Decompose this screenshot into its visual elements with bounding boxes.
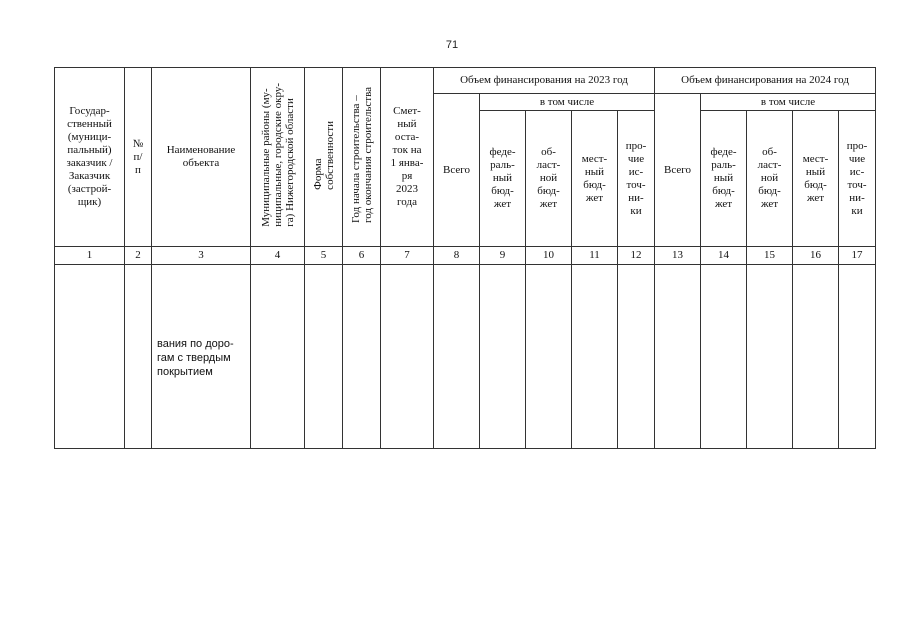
- header-federal-2023: феде- раль- ный бюд- жет: [480, 111, 526, 247]
- column-number: 16: [793, 247, 839, 265]
- header-ownership-text: Форма собственности: [311, 120, 336, 190]
- column-numbers-row: [55, 247, 876, 265]
- cell-regional-2023: [526, 265, 572, 449]
- header-districts: [251, 68, 305, 247]
- header-regional-2024: об- ласт- ной бюд- жет: [747, 111, 793, 247]
- header-local-2023: мест- ный бюд- жет: [572, 111, 618, 247]
- cell-regional-2024: [747, 265, 793, 449]
- cell-construction-years: [343, 265, 381, 449]
- column-number: 17: [839, 247, 876, 265]
- header-financing-2023: Объем финансирования на 2023 год: [434, 68, 655, 94]
- header-total-2024: Всего: [655, 94, 701, 247]
- header-object-name: Наименование объекта: [152, 68, 251, 247]
- column-number: 8: [434, 247, 480, 265]
- financing-table: [54, 67, 876, 449]
- column-number: 10: [526, 247, 572, 265]
- header-local-2024: мест- ный бюд- жет: [793, 111, 839, 247]
- cell-ownership: [305, 265, 343, 449]
- cell-local-2024: [793, 265, 839, 449]
- column-number: 14: [701, 247, 747, 265]
- header-construction-years: [343, 68, 381, 247]
- column-number: 7: [381, 247, 434, 265]
- header-total-2023: Всего: [434, 94, 480, 247]
- page-number: 71: [445, 39, 459, 51]
- header-row-number: № п/ п: [125, 68, 152, 247]
- header-including-2024: в том числе: [701, 94, 876, 111]
- cell-federal-2023: [480, 265, 526, 449]
- cell-other-2023: [618, 265, 655, 449]
- header-federal-2024: феде- раль- ный бюд- жет: [701, 111, 747, 247]
- column-number: 11: [572, 247, 618, 265]
- header-financing-2024: Объем финансирования на 2024 год: [655, 68, 876, 94]
- cell-row-number: [125, 265, 152, 449]
- header-districts-text: Муниципальные районы (му- ниципальные, городские окру- га) Нижегородской области: [259, 83, 296, 227]
- header-other-2023: про- чие ис- точ- ни- ки: [618, 111, 655, 247]
- cell-estimate-remainder: [381, 265, 434, 449]
- column-number: 13: [655, 247, 701, 265]
- column-number: 5: [305, 247, 343, 265]
- cell-object-name: [152, 265, 251, 449]
- header-ownership: [305, 68, 343, 247]
- column-number: 6: [343, 247, 381, 265]
- header-estimate-remainder: Смет- ный оста- ток на 1 янва- ря 2023 года: [381, 68, 434, 247]
- table-row: [55, 265, 876, 449]
- cell-other-2024: [839, 265, 876, 449]
- header-construction-years-text: Год начала строительства – год окончания строительства: [349, 87, 374, 223]
- column-number: 3: [152, 247, 251, 265]
- object-name-text: вания по доро- гам с твердым покрытием: [157, 338, 234, 378]
- column-number: 15: [747, 247, 793, 265]
- financing-table-container: [54, 67, 876, 449]
- cell-federal-2024: [701, 265, 747, 449]
- column-number: 4: [251, 247, 305, 265]
- column-number: 1: [55, 247, 125, 265]
- cell-customer: [55, 265, 125, 449]
- column-number: 12: [618, 247, 655, 265]
- cell-total-2023: [434, 265, 480, 449]
- cell-districts: [251, 265, 305, 449]
- header-regional-2023: об- ласт- ной бюд- жет: [526, 111, 572, 247]
- header-other-2024: про- чие ис- точ- ни- ки: [839, 111, 876, 247]
- cell-total-2024: [655, 265, 701, 449]
- header-customer: Государ- ственный (муници- пальный) заказчик / Заказчик (застрой- щик): [55, 68, 125, 247]
- column-number: 9: [480, 247, 526, 265]
- column-number: 2: [125, 247, 152, 265]
- header-including-2023: в том числе: [480, 94, 655, 111]
- cell-local-2023: [572, 265, 618, 449]
